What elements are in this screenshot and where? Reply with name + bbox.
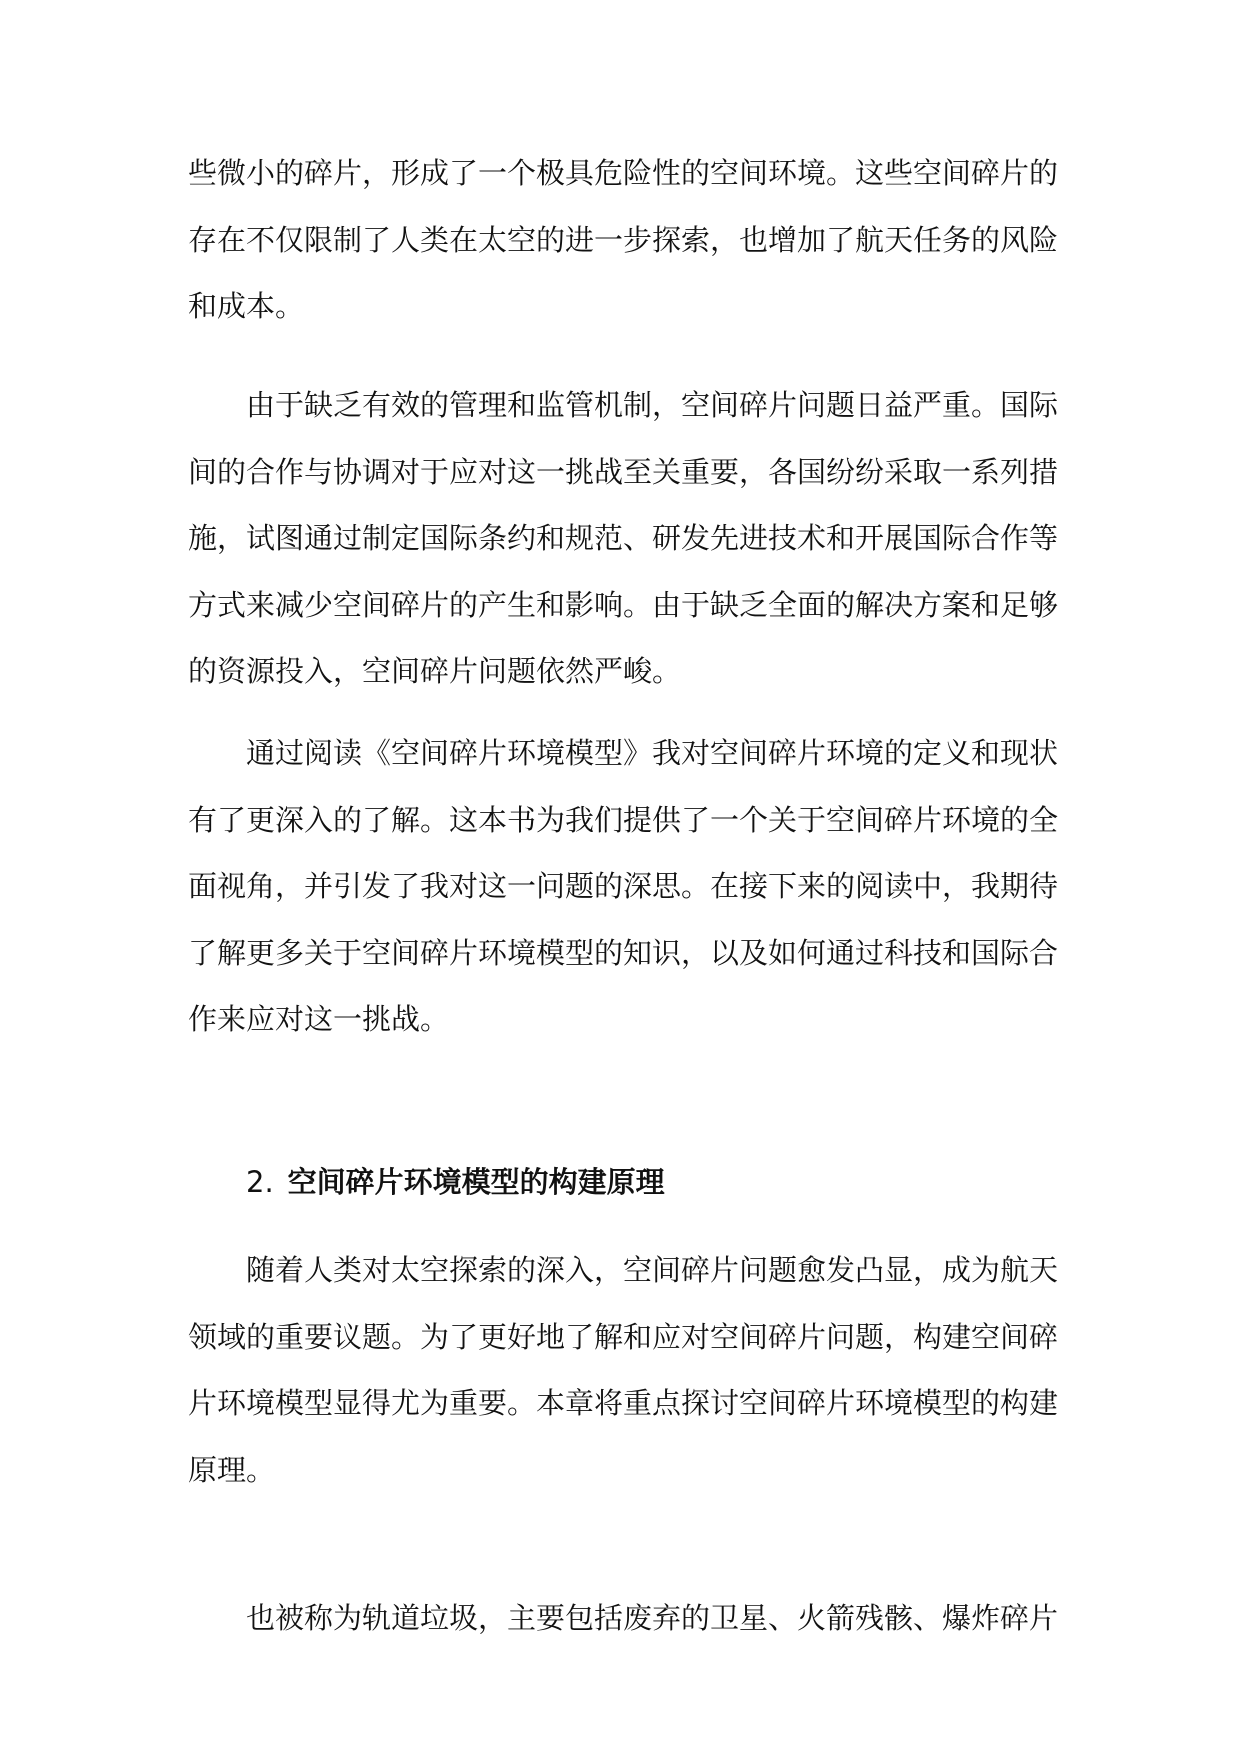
section-number: 2. <box>246 1165 274 1199</box>
paragraph-section-intro: 随着人类对太空探索的深入，空间碎片问题愈发凸显，成为航天领域的重要议题。为了更好地了解和应对空间碎片问题，构建空间碎片环境模型显得尤为重要。本章将重点探讨空间碎片环境模型的构建原理。 <box>188 1253 1059 1487</box>
section-heading <box>246 1162 665 1202</box>
paragraph-orbital-debris: 也被称为轨道垃圾，主要包括废弃的卫星、火箭残骸、爆炸碎片 <box>246 1601 1059 1635</box>
paragraph-reading-reflection: 通过阅读《空间碎片环境模型》我对空间碎片环境的定义和现状有了更深入的了解。这本书为我们提供了一个关于空间碎片环境的全面视角，并引发了我对这一问题的深思。在接下来的阅读中，我期待了解更多关于空间碎片环境模型的知识，以及如何通过科技和国际合作来应对这一挑战。 <box>188 736 1059 1036</box>
paragraph-continuation: 些微小的碎片，形成了一个极具危险性的空间环境。这些空间碎片的存在不仅限制了人类在太空的进一步探索，也增加了航天任务的风险和成本。 <box>188 156 1059 323</box>
section-title: 空间碎片环境模型的构建原理 <box>287 1165 665 1199</box>
paragraph-management-mechanism: 由于缺乏有效的管理和监管机制，空间碎片问题日益严重。国际间的合作与协调对于应对这一挑战至关重要，各国纷纷采取一系列措施，试图通过制定国际条约和规范、研发先进技术和开展国际合作等方式来减少空间碎片的产生和影响。由于缺乏全面的解决方案和足够的资源投入，空间碎片问题依然严峻。 <box>188 388 1059 688</box>
